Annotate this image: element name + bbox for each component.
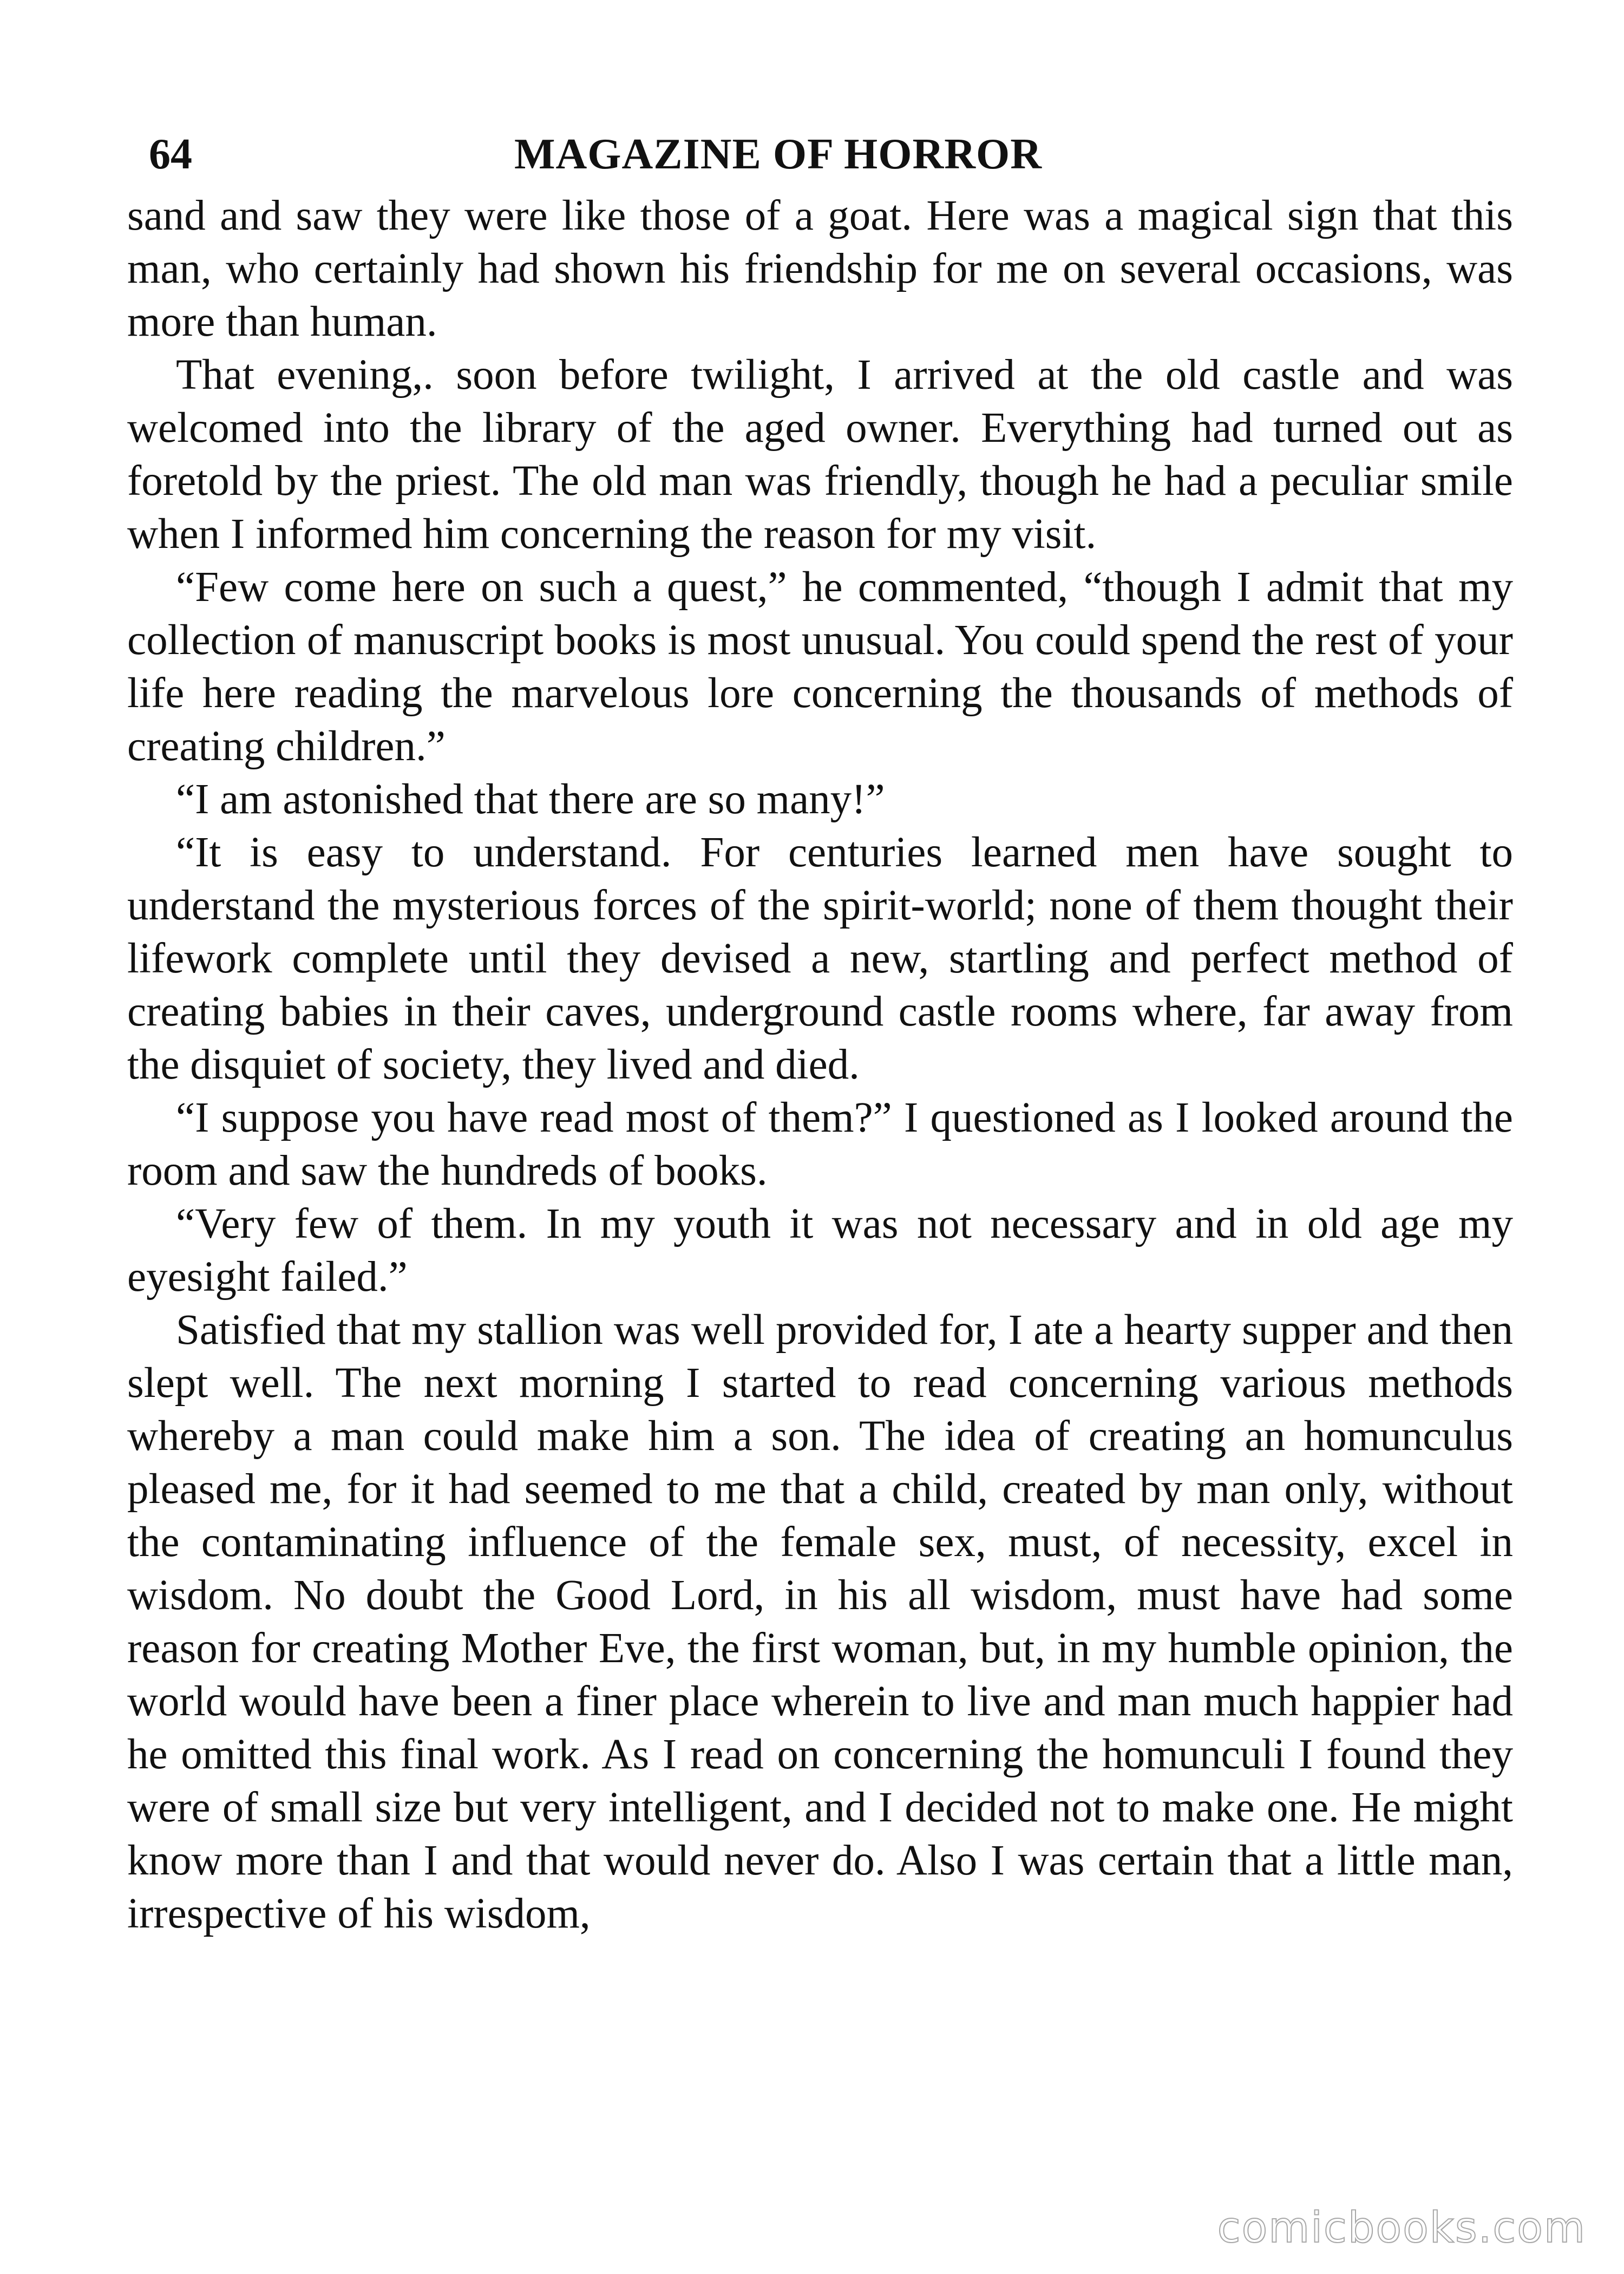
document-page [127,130,1513,1940]
paragraph: “Few come here on such a quest,” he commented, “though I admit that my collection of manuscript books is most unusual. You could spend the rest of your life here reading the marvelous lore concerning the thousands of methods of creating children.” [127,564,1513,770]
paragraph: Satisfied that my stallion was well provided for, I ate a hearty supper and then slept well. The next morning I started to read concerning various methods whereby a man could make him a son. The idea of creating an homunculus pleased me, for it had seemed to me that a child, created by man only, without the contaminating influence of the female sex, must, of necessity, excel in wisdom. No doubt the Good Lord, in his all wisdom, must have had some reason for creating Mother Eve, the first woman, but, in my humble opinion, the world would have been a finer place wherein to live and man much happier had he omitted this final work. As I read on concerning the homunculi I found they were of small size but very intelligent, and I decided not to make one. He might know more than I and that would never do. Also I was certain that a little man, irrespective of his wisdom, [127,1306,1513,1937]
paragraph: sand and saw they were like those of a goat. Here was a magical sign that this man, who certainly had shown his friendship for me on several occasions, was more than human. [127,192,1513,345]
paragraph: “I am astonished that there are so many!” [176,776,885,823]
watermark: comicbooks.com [1217,2204,1586,2252]
body-text [127,190,1513,1940]
paragraph: That evening,. soon before twilight, I arrived at the old castle and was welcomed into the library of the aged owner. Everything had turned out as foretold by the priest. The old man was friendly, though he had a peculiar smile when I informed him concerning the reason for my visit. [127,351,1513,558]
paragraph: “It is easy to understand. For centuries learned men have sought to understand the mysterious forces of the spirit-world; none of them thought their lifework complete until they devised a new, startling and perfect method of creating babies in their caves, underground castle rooms where, far away from the disquiet of society, they lived and died. [127,829,1513,1088]
running-title: MAGAZINE OF HORROR [514,130,1043,178]
page-number: 64 [149,130,192,178]
paragraph: “Very few of them. In my youth it was not necessary and in old age my eyesight failed.” [127,1200,1513,1301]
paragraph: “I suppose you have read most of them?” I questioned as I looked around the room and saw the hundreds of books. [127,1094,1513,1194]
page-header [127,130,1513,190]
